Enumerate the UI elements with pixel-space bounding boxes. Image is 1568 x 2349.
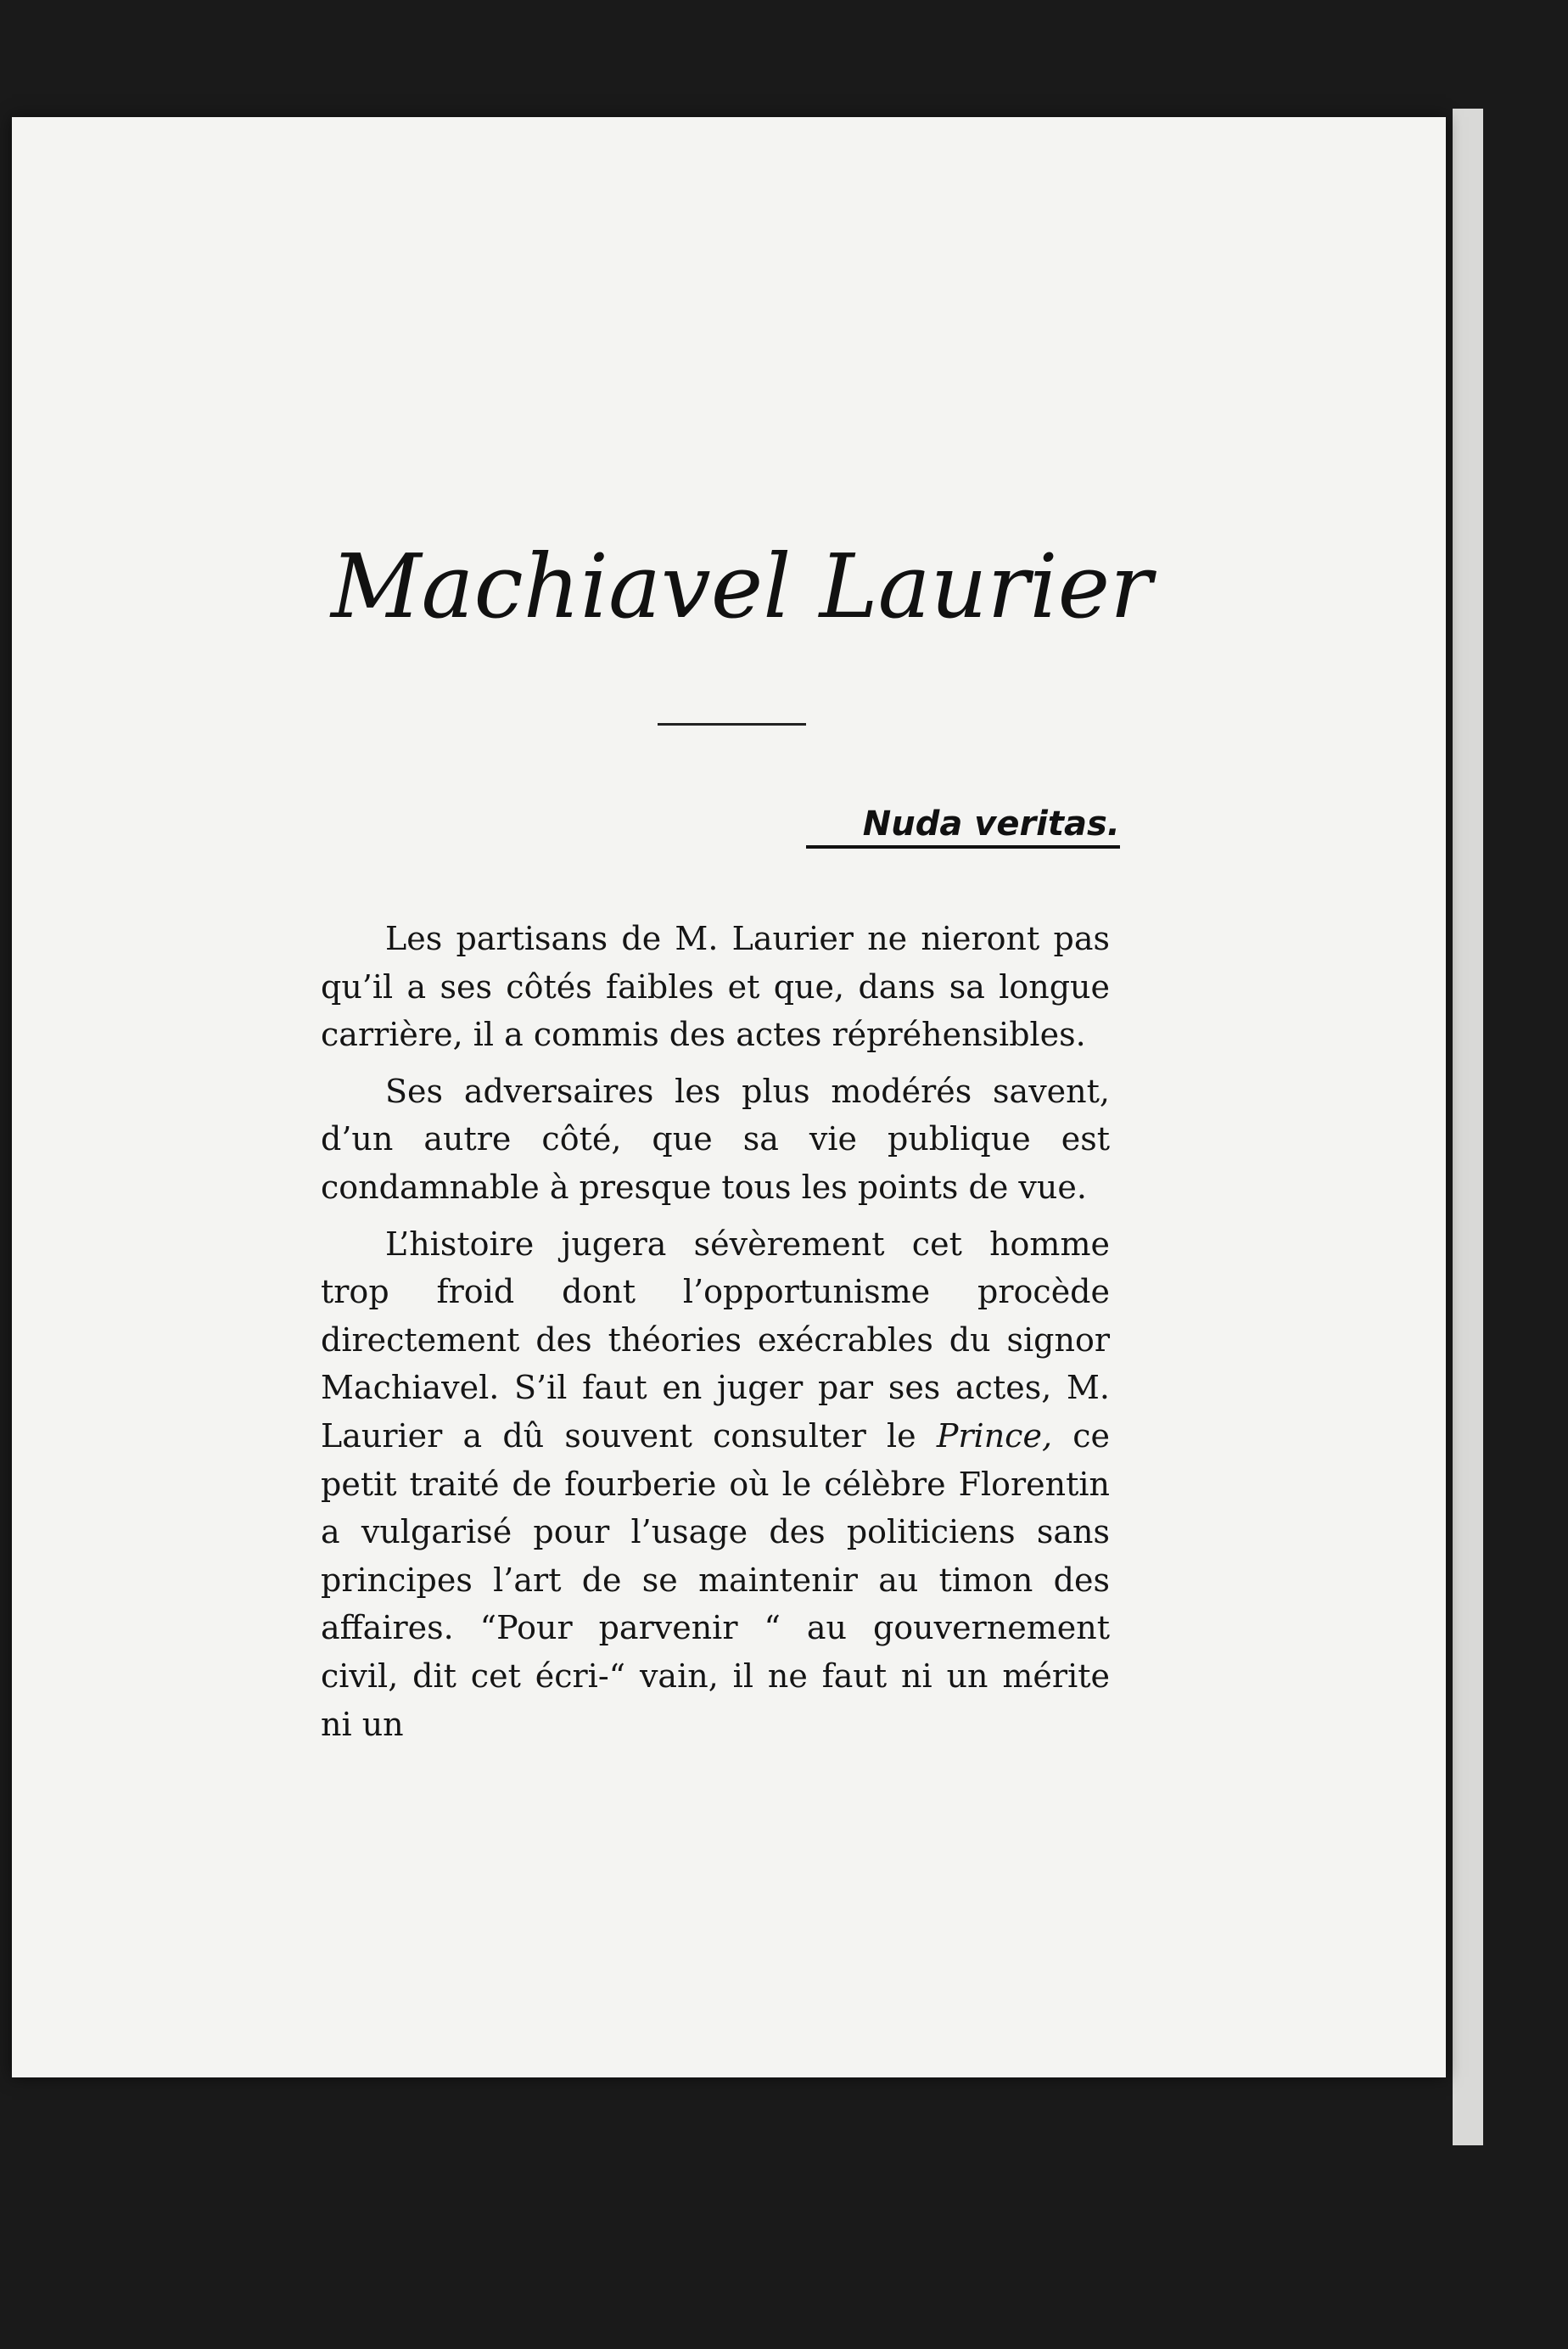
epigraph-motto: Nuda veritas. (806, 804, 1120, 849)
title-divider (658, 723, 806, 726)
paragraph-2: Ses adversaires les plus modérés savent, d’un autre côté, que sa vie publique est condamnable à presque tous les points de vue. (321, 1072, 1110, 1206)
paragraph-3 (321, 1220, 1110, 1749)
body-text (321, 915, 1110, 1757)
paragraph-1: Les partisans de M. Laurier ne nieront pas qu’il a ses côtés faibles et que, dans sa longue carrière, il a commis des actes répréhensibles. (321, 920, 1110, 1054)
paragraph-3-part-2: ce petit traité de fourberie où le célèbre Florentin a vulgarisé pour l’usage des politiciens sans principes l’art de se maintenir au timon des affaires. “Pour parvenir “ au gouvernement civil, dit cet écri-“ vain, il ne faut ni un mérite ni un (321, 1416, 1110, 1743)
paragraph-3-part-1: L’histoire jugera sévèrement cet homme trop froid dont l’opportunisme procède directement des théories exécrables du signor Machiavel. S’il faut en juger par ses actes, M. Laurier a dû souvent consulter le (321, 1225, 1110, 1455)
adjacent-page-edge (1453, 109, 1483, 2145)
page-title: Machiavel Laurier (331, 535, 1152, 638)
italic-title-prince: Prince, (936, 1416, 1053, 1455)
